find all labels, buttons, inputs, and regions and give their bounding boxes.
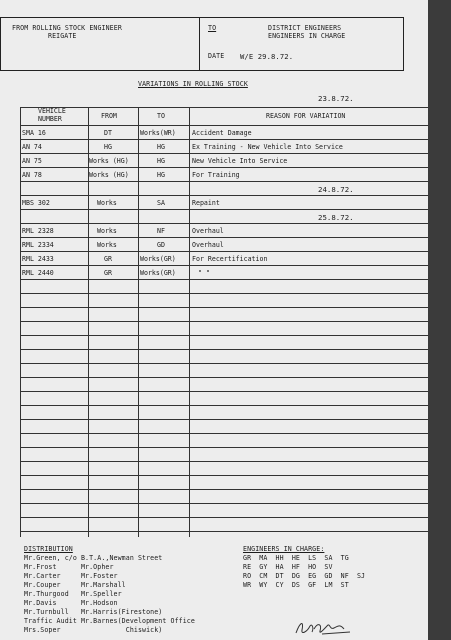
cell-reason: Ex Training - New Vehicle Into Service [192, 143, 343, 151]
row-line [20, 447, 428, 448]
row-line [20, 461, 428, 462]
col-line-0 [20, 107, 21, 537]
distribution-heading: DISTRIBUTION [24, 545, 73, 553]
cell-reason: Overhaul [192, 241, 224, 249]
cell-vehicle: AN 75 [22, 157, 42, 165]
cell-to: Works(GR) [140, 269, 176, 277]
cell-to: Works(GR) [140, 255, 176, 263]
from-line2: REIGATE [48, 32, 77, 40]
engineers-line: GR MA HH HE LS SA TG [243, 554, 349, 562]
header-vehicle-line1: VEHICLE [38, 107, 66, 115]
row-line [20, 517, 428, 518]
cell-from: DT [104, 129, 112, 137]
row-line [20, 167, 428, 168]
date-group: 25.8.72. [318, 213, 354, 222]
engineers-heading: ENGINEERS IN CHARGE: [243, 545, 325, 553]
signature [292, 616, 356, 638]
row-line [20, 237, 428, 238]
cell-vehicle: AN 78 [22, 171, 42, 179]
cell-reason: For Recertification [192, 255, 268, 263]
cell-to: HG [157, 143, 165, 151]
row-line [20, 363, 428, 364]
cell-from: Works (HG) [89, 157, 129, 165]
distribution-line: Mr.Carter Mr.Foster [24, 572, 118, 580]
header-from: FROM [101, 112, 117, 120]
distribution-line: Mr.Couper Mr.Marshall [24, 581, 126, 589]
row-line [20, 503, 428, 504]
row-line [20, 223, 428, 224]
row-line [20, 279, 428, 280]
row-line [20, 433, 428, 434]
from-line1: FROM ROLLING STOCK ENGINEER [12, 24, 122, 32]
row-line [20, 307, 428, 308]
header-reason: REASON FOR VARIATION [266, 112, 346, 120]
distribution-line: Mr.Thurgood Mr.Speller [24, 590, 122, 598]
row-line [20, 181, 428, 182]
distribution-line: Mr.Frost Mr.Opher [24, 563, 114, 571]
row-line [20, 405, 428, 406]
cell-vehicle: RML 2433 [22, 255, 54, 263]
distribution-line: Mrs.Soper Chiswick) [24, 626, 163, 634]
col-line-3 [189, 107, 190, 537]
distribution-line: Mr.Turnbull Mr.Harris(Firestone) [24, 608, 163, 616]
cell-reason: Overhaul [192, 227, 224, 235]
row-line [20, 209, 428, 210]
distribution-line: Mr.Green, c/o B.T.A.,Newman Street [24, 554, 163, 562]
cell-vehicle: RML 2440 [22, 269, 54, 277]
row-line [20, 321, 428, 322]
row-line [20, 139, 428, 140]
row-line [20, 377, 428, 378]
row-line [20, 391, 428, 392]
cell-from: GR [104, 269, 112, 277]
row-line [20, 419, 428, 420]
cell-from: HG [104, 143, 112, 151]
date-value: W/E 29.8.72. [240, 52, 294, 61]
cell-reason: Repaint [192, 199, 220, 207]
col-line-2 [138, 107, 139, 537]
distribution-line: Mr.Davis Mr.Hodson [24, 599, 118, 607]
cell-from: GR [104, 255, 112, 263]
cell-reason: " " [198, 269, 210, 277]
row-line [20, 531, 428, 532]
cell-vehicle: SMA 16 [22, 129, 46, 137]
cell-vehicle: MBS 302 [22, 199, 50, 207]
row-line [20, 251, 428, 252]
distribution-line: Traffic Audit Mr.Barnes(Development Office [24, 617, 195, 625]
date-group: 23.8.72. [318, 94, 354, 103]
cell-from: Works [97, 241, 117, 249]
row-line [20, 475, 428, 476]
cell-from: Works [97, 227, 117, 235]
row-line [20, 153, 428, 154]
engineers-line: RE GY HA HF HO SV [243, 563, 333, 571]
cell-reason: Accident Damage [192, 129, 252, 137]
to-label: TO [208, 24, 217, 32]
row-line [20, 293, 428, 294]
engineers-line: WR WY CY DS GF LM ST [243, 581, 349, 589]
cell-to: SA [157, 199, 165, 207]
to-line2: ENGINEERS IN CHARGE [268, 32, 346, 40]
cell-to: GD [157, 241, 165, 249]
row-line [20, 125, 428, 126]
to-line1: DISTRICT ENGINEERS [268, 24, 342, 32]
cell-reason: New Vehicle Into Service [192, 157, 288, 165]
cell-to: Works(WR) [140, 129, 176, 137]
scan-edge [428, 0, 451, 640]
header-to: TO [157, 112, 165, 120]
engineers-line: RO CM DT DG EG GD NF SJ [243, 572, 366, 580]
cell-to: HG [157, 157, 165, 165]
row-line [20, 335, 428, 336]
cell-vehicle: AN 74 [22, 143, 42, 151]
row-line [20, 489, 428, 490]
row-line [20, 195, 428, 196]
row-line [20, 265, 428, 266]
cell-vehicle: RML 2334 [22, 241, 54, 249]
cell-to: HG [157, 171, 165, 179]
row-line [20, 349, 428, 350]
row-line [20, 107, 428, 108]
cell-to: NF [157, 227, 165, 235]
cell-reason: For Training [192, 171, 240, 179]
date-group: 24.8.72. [318, 185, 354, 194]
date-label: DATE [208, 52, 225, 60]
cell-vehicle: RML 2328 [22, 227, 54, 235]
header-vehicle-line2: NUMBER [38, 115, 62, 123]
cell-from: Works [97, 199, 117, 207]
cell-from: Works (HG) [89, 171, 129, 179]
page-title: VARIATIONS IN ROLLING STOCK [138, 80, 248, 88]
